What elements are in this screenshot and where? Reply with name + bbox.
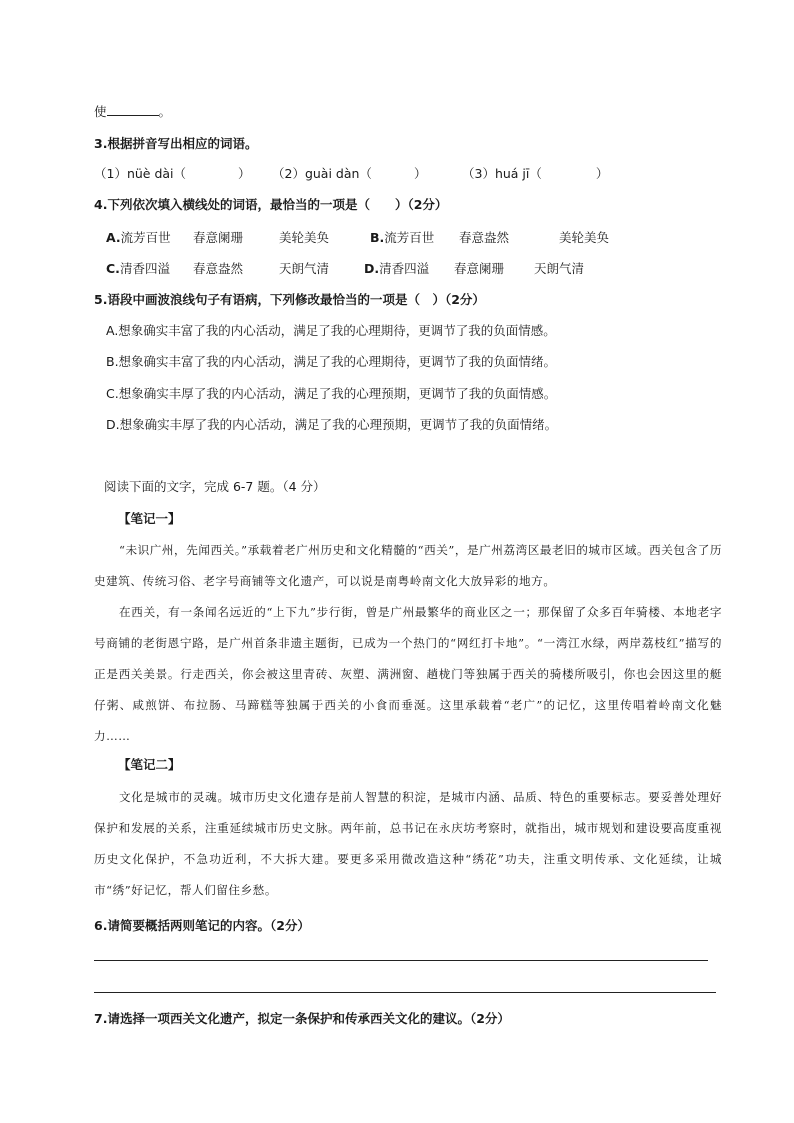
question-4-title: 4.下列依次填入横线处的词语，最恰当的一项是（ ）（2分） [94, 197, 448, 212]
option-a-word-3: 美轮美奂 [279, 230, 330, 245]
answer-blank[interactable] [107, 103, 159, 116]
question-7-title: 7.请选择一项西关文化遗产，拟定一条保护和传承西关文化的建议。（2分） [94, 1011, 510, 1026]
fill-suffix: 。 [158, 104, 172, 119]
option-b-word-3: 美轮美奂 [559, 230, 610, 245]
pinyin-label: （1）nüè dài（ [94, 166, 187, 181]
option-letter: B. [370, 230, 385, 245]
pinyin-close: ） [595, 166, 609, 181]
pinyin-item-1[interactable] [94, 165, 251, 183]
option-d[interactable] [364, 260, 429, 278]
answer-line-1[interactable] [94, 960, 708, 961]
q5-option-c[interactable]: C.想象确实丰厚了我的内心活动，满足了我的心理预期，更调节了我的负面情感。 [106, 386, 557, 401]
note-2-paragraph-1: 文化是城市的灵魂。城市历史文化遗存是前人智慧的积淀，是城市内涵、品质、特色的重要标志。要妥善处理好保护和发展的关系，注重延续城市历史文脉。两年前，总书记在永庆坊考察时，就指出，城市规划和建设要高度重视历史文化保护，不急功近利，不大拆大建。要更多采用微改造这种“绣花”功夫，注重文明传承、文化延续，让城市“绣”好记忆，帮人们留住乡愁。 [94, 790, 722, 897]
pinyin-close: ） [413, 166, 427, 181]
pinyin-item-2[interactable] [272, 165, 426, 183]
option-b[interactable] [370, 229, 434, 247]
option-word: 清香四溢 [379, 261, 430, 276]
pinyin-label: （2）guài dàn（ [272, 166, 372, 181]
q5-option-b[interactable]: B.想象确实丰富了我的内心活动，满足了我的心理期待，更调节了我的负面情绪。 [106, 354, 557, 369]
option-b-word-2: 春意盎然 [459, 230, 510, 245]
option-letter: D. [364, 261, 380, 276]
note-1-paragraph-1: “未识广州，先闻西关。”承载着老广州历史和文化精髓的“西关”，是广州荔湾区最老旧的城市区域。西关包含了历史建筑、传统习俗、老字号商铺等文化遗产，可以说是南粤岭南文化大放异彩的地方。 [94, 543, 723, 588]
fill-prefix: 使 [94, 104, 107, 119]
answer-line-2[interactable] [94, 992, 716, 993]
question-3-title: 3.根据拼音写出相应的词语。 [94, 136, 258, 151]
option-a[interactable] [106, 229, 171, 247]
option-a-word-2: 春意阑珊 [193, 230, 244, 245]
q5-option-d[interactable]: D.想象确实丰厚了我的内心活动，满足了我的心理预期，更调节了我的负面情绪。 [106, 417, 558, 432]
question-5-title: 5.语段中画波浪线句子有语病，下列修改最恰当的一项是（ ）（2分） [94, 292, 485, 307]
option-d-word-2: 春意阑珊 [454, 261, 505, 276]
option-letter: A. [106, 230, 121, 245]
option-c-word-3: 天朗气清 [279, 261, 330, 276]
pinyin-close: ） [238, 166, 251, 181]
option-word: 流芳百世 [120, 230, 171, 245]
option-d-word-3: 天朗气清 [534, 261, 585, 276]
fill-in-line [94, 103, 171, 121]
option-c-word-2: 春意盎然 [193, 261, 244, 276]
option-word: 清香四溢 [119, 261, 170, 276]
question-6-title: 6.请简要概括两则笔记的内容。（2分） [94, 918, 310, 933]
note-2-title: 【笔记二】 [118, 757, 181, 772]
pinyin-item-3[interactable] [462, 165, 608, 183]
pinyin-label: （3）huá jī（ [462, 166, 542, 181]
note-1-paragraph-2: 在西关，有一条闻名远近的“上下九”步行街，曾是广州最繁华的商业区之一；那保留了众多百年骑楼、本地老字号商铺的老街恩宁路，是广州首条非遗主题街，已成为一个热门的“网红打卡地”。“一湾江水绿，两岸荔枝红”描写的正是西关美景。行走西关，你会被这里青砖、灰塑、满洲窗、趟栊门等独属于西关的骑楼所吸引，你也会因这里的艇仔粥、咸煎饼、布拉肠、马蹄糕等独属于西关的小食而垂涎。这里承载着“老广”的记忆，这里传唱着岭南文化魅力…… [94, 605, 722, 743]
option-letter: C. [106, 261, 120, 276]
option-word: 流芳百世 [384, 230, 435, 245]
option-c[interactable] [106, 260, 170, 278]
reading-intro: 阅读下面的文字，完成 6-7 题。（4 分） [104, 479, 326, 494]
q5-option-a[interactable]: A.想象确实丰富了我的内心活动，满足了我的心理期待，更调节了我的负面情感。 [106, 323, 556, 338]
note-1-title: 【笔记一】 [118, 511, 181, 526]
